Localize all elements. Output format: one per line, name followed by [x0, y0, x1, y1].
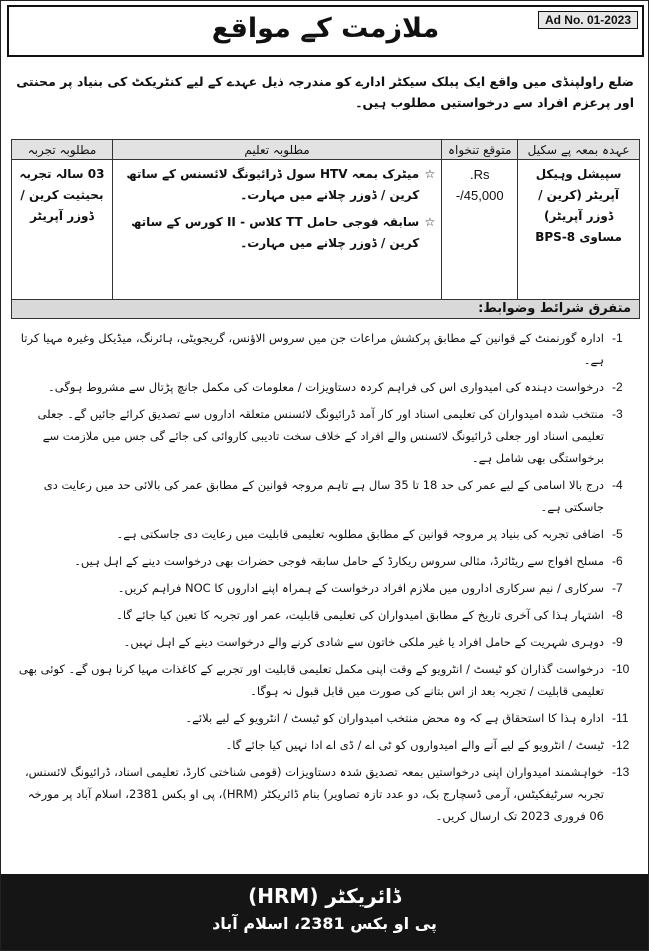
list-item: [11, 474, 638, 518]
term-text: ادارہ ہذا کا استحقاق ہے کہ وہ محض منتخب امیدواران کو ٹیسٹ / انٹرویو کے لیے بلائے۔: [185, 711, 604, 725]
list-item: [11, 734, 638, 756]
pay-amount: 45,000/-: [455, 188, 504, 203]
term-text: درج بالا اسامی کے لیے عمر کی حد 18 تا 35 سال ہے تاہم مروجہ قوانین کے مطابق عمر کی بالائی حد میں رعایت دی جاسکتی ہے۔: [43, 478, 604, 514]
term-number: -1: [612, 331, 623, 345]
list-item: [11, 327, 638, 371]
term-number: -6: [612, 554, 623, 568]
col-header-experience: مطلوبہ تجربہ: [12, 140, 113, 160]
term-number: -10: [612, 662, 630, 676]
term-text: سرکاری / نیم سرکاری اداروں میں ملازم افراد درخواست کے ہمراہ اپنے اداروں کا NOC فراہم کریں۔: [117, 581, 604, 595]
ad-header: [7, 5, 644, 57]
term-text: دوہری شہریت کے حامل افراد یا غیر ملکی خاتون سے شادی کرنے والے درخواست دینے کے اہل نہیں۔: [123, 635, 604, 649]
term-number: -2: [612, 380, 623, 394]
list-item: [11, 577, 638, 599]
list-item: [11, 376, 638, 398]
pay-cell: [442, 160, 518, 308]
term-number: -4: [612, 478, 623, 492]
list-item: [11, 761, 638, 827]
education-item: [119, 164, 435, 206]
col-header-education: مطلوبہ تعلیم: [112, 140, 441, 160]
list-item: [11, 604, 638, 626]
list-item: [11, 707, 638, 729]
pay-currency: Rs.: [469, 167, 490, 182]
ad-number: Ad No. 01-2023: [538, 11, 638, 29]
footer-address: پی او بکس 2381، اسلام آباد: [212, 914, 437, 933]
col-header-pay: متوقع تنخواہ: [442, 140, 518, 160]
term-number: -5: [612, 527, 623, 541]
list-item: [11, 403, 638, 469]
term-number: -13: [612, 765, 630, 779]
star-icon: ☆: [424, 167, 436, 181]
posts-table: [11, 139, 640, 308]
term-number: -9: [612, 635, 623, 649]
term-text: مسلح افواج سے ریٹائرڈ، مثالی سروس ریکارڈ کے حامل سابقہ فوجی حضرات بھی درخواست دینے کے اہل ہیں۔: [74, 554, 604, 568]
ad-title: ملازمت کے مواقع: [211, 13, 440, 44]
list-item: [11, 631, 638, 653]
footer-signature-block: [1, 874, 648, 950]
term-number: -11: [612, 711, 629, 725]
education-text: سابقہ فوجی حامل TT کلاس - II کورس کے ساتھ کرین / ڈوزر چلانے میں مہارت۔: [131, 215, 420, 250]
footer-title: ڈائریکٹر (HRM): [248, 884, 401, 908]
education-cell: [112, 160, 441, 308]
experience-cell: 03 سالہ تجربہ بحیثیت کرین / ڈوزر آپریٹر: [12, 160, 113, 308]
intro-paragraph: ضلع راولپنڈی میں واقع ایک پبلک سیکٹر ادارے کو مندرجہ ذیل عہدے کے لیے کنٹریکٹ کی بنیاد پر محنتی اور پرعزم افراد سے درخواستیں مطلوب ہیں۔: [16, 74, 634, 110]
list-item: [11, 523, 638, 545]
term-number: -8: [612, 608, 623, 622]
terms-list: [11, 327, 638, 832]
term-text: منتخب شدہ امیدواران کی تعلیمی اسناد اور کار آمد ڈرائیونگ لائسنس متعلقہ اداروں سے تصدیق کرائے جائیں گے۔ جعلی تعلیمی اسناد اور جعلی ڈرائیونگ لائسنس والے افراد کے خلاف سخت تادیبی کاروائی کی جائے گی جس میں ملازمت سے برخواستگی بھی شامل ہے۔: [37, 407, 604, 465]
term-text: ٹیسٹ / انٹرویو کے لیے آنے والے امیدواروں کو ٹی اے / ڈی اے ادا نہیں کیا جائے گا۔: [225, 738, 604, 752]
col-header-post: عہدہ بمعہ پے سکیل: [518, 140, 640, 160]
terms-heading: متفرق شرائط وضوابط:: [11, 299, 640, 319]
term-number: -3: [612, 407, 623, 421]
post-cell: سپیشل وہیکل آپریٹر (کرین / ڈوزر آپریٹر) مساوی BPS-8: [518, 160, 640, 308]
education-text: میٹرک بمعہ HTV سول ڈرائیونگ لائسنس کے ساتھ کرین / ڈوزر چلانے میں مہارت۔: [126, 167, 420, 202]
star-icon: ☆: [424, 215, 436, 229]
term-number: -12: [612, 738, 630, 752]
term-number: -7: [612, 581, 623, 595]
term-text: اشتہار ہذا کی آخری تاریخ کے مطابق امیدواران کی تعلیمی قابلیت، عمر اور تجربہ کا تعین کیا جائے گا۔: [116, 608, 604, 622]
term-text: خواہشمند امیدواران اپنی درخواستیں بمعہ تصدیق شدہ دستاویزات (قومی شناختی کارڈ، تعلیمی اسناد، ڈرائیونگ لائسنس، تجربہ سرٹیفکیٹس، آرمی ڈسچارج بک، دو عدد تازہ تصاویر) بنام ڈائریکٹر (HRM)، پی او بکس 2381، اسلام آباد پر مورخہ 06 فروری 2023 تک ارسال کریں۔: [24, 765, 604, 823]
table-row: [12, 160, 640, 308]
term-text: درخواست گذاران کو ٹیسٹ / انٹرویو کے وقت اپنی مکمل تعلیمی قابلیت اور تجربے کے کاغذات مہیا کرنا ہوں گے۔ کوئی بھی تعلیمی قابلیت / تجربہ بعد از اس بتانے کی صورت میں قابل قبول نہ ہوگا۔: [18, 662, 604, 698]
list-item: [11, 658, 638, 702]
list-item: [11, 550, 638, 572]
term-text: اضافی تجربہ کی بنیاد پر مروجہ قوانین کے مطابق مطلوبہ تعلیمی قابلیت میں رعایت دی جاسکتی ہے۔: [116, 527, 604, 541]
education-item: [119, 212, 435, 254]
table-header-row: [12, 140, 640, 160]
term-text: ادارہ گورنمنٹ کے قوانین کے مطابق پرکشش مراعات جن میں سروس الاؤنس، گریجویٹی، ہائرنگ، میڈیکل وغیرہ مہیا کرتا ہے۔: [20, 331, 604, 367]
term-text: درخواست دہندہ کی امیدواری اس کی فراہم کردہ دستاویزات / معلومات کی مکمل جانچ پڑتال سے مشروط ہوگی۔: [48, 380, 604, 394]
